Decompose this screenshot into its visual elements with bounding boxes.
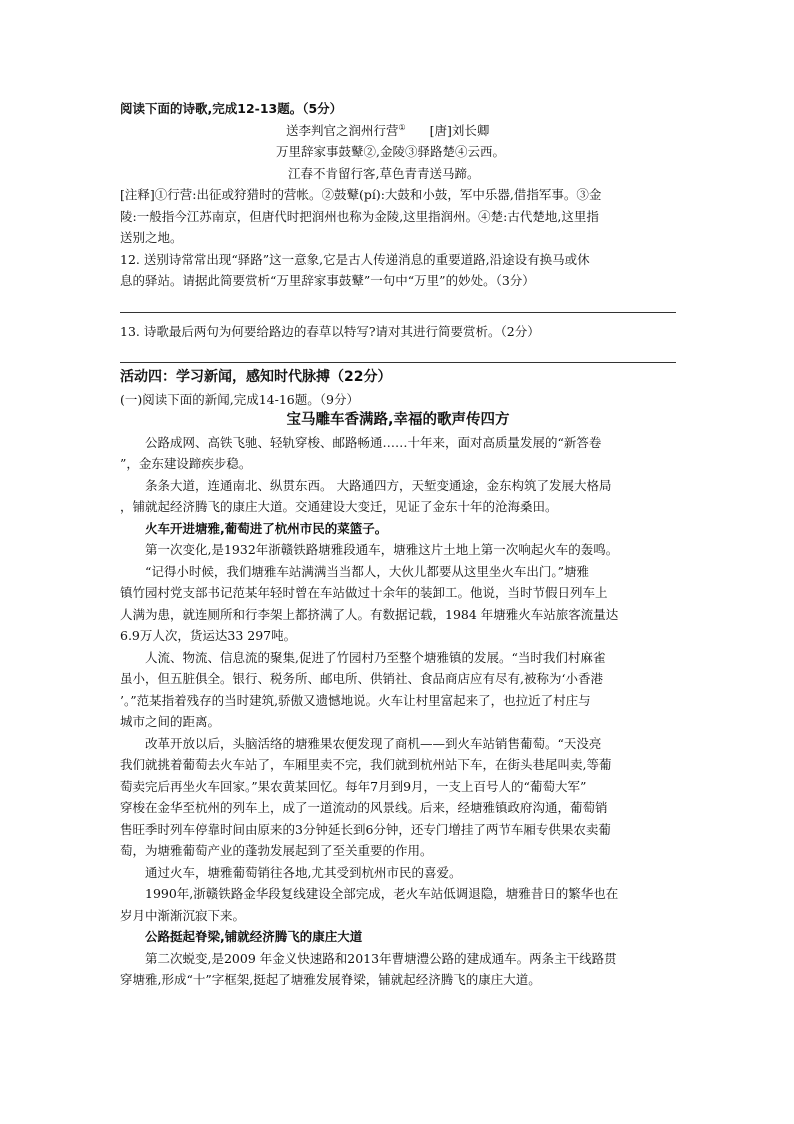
activity-heading: 活动四：学习新闻，感知时代脉搏（22分） xyxy=(120,369,392,385)
news-paragraph-line: 岁月中渐渐沉寂下来。 xyxy=(120,907,246,923)
news-paragraph-line: “记得小时候，我们塘雅车站满满当当都人，大伙儿都要从这里坐火车出门。”塘雅 xyxy=(145,563,590,579)
poem-line: 万里辞家事鼓鼙②,金陵③驿路楚④云西。 xyxy=(276,144,505,159)
news-paragraph-line: 城市之间的距离。 xyxy=(120,714,221,729)
news-paragraph-line: ’。”范某指着残存的当时建筑,骄傲又遗憾地说。火车让村里富起来了，也拉近了村庄与 xyxy=(120,692,591,708)
question-13: 13. 诗歌最后两句为何要给路边的春草以特写?请对其进行简要赏析。（2分） xyxy=(120,323,540,339)
news-subheading: 火车开进塘雅,葡萄进了杭州市民的菜篮子。 xyxy=(145,520,388,536)
news-paragraph-line: 镇竹园村党支部书记范某年轻时曾在车站做过十余年的装卸工。他说，当时节假日列车上 xyxy=(120,585,608,600)
poem-title: 送李判官之润州行营 xyxy=(286,122,399,138)
news-paragraph-line: 6.9万人次，货运达33 297吨。 xyxy=(120,628,297,643)
news-title: 宝马雕车香满路,幸福的歌声传四方 xyxy=(286,412,510,428)
poem-line: 江春不肯留行客,草色青青送马蹄。 xyxy=(288,165,480,181)
news-paragraph-line: 穿塘雅,形成“十”字框架,挺起了塘雅发展脊梁，铺就起经济腾飞的康庄大道。 xyxy=(120,972,541,987)
poem-instruction: 阅读下面的诗歌,完成12-13题。（5分） xyxy=(120,101,343,116)
news-paragraph-line: 人满为患，就连厕所和行李架上都挤满了人。有数据记载，1984 年塘雅火车站旅客流量达 xyxy=(120,606,619,622)
poem-author: [唐]刘长卿 xyxy=(429,122,490,138)
news-paragraph-line: 萄，为塘雅葡萄产业的蓬勃发展起到了至关重要的作用。 xyxy=(120,843,433,858)
news-paragraph-line: ”，金东建设蹄疾步稳。 xyxy=(120,456,252,471)
news-paragraph-line: 第一次变化,是1932年浙赣铁路塘雅段通车，塘雅这片土地上第一次响起火车的轰鸣。 xyxy=(145,542,619,557)
annotation-line: [注释]①行营:出征或狩猎时的营帐。②鼓鼙(pí):大鼓和小鼓，军中乐器,借指军事。③金 xyxy=(120,187,602,202)
news-paragraph-line: 人流、物流、信息流的聚集,促进了竹园村乃至整个塘雅镇的发展。“当时我们村麻雀 xyxy=(145,649,606,665)
news-paragraph-line: 我们就挑着葡萄去火车站了，车厢里卖不完，我们就到杭州站下车，在街头巷尾叫卖,等葡 xyxy=(120,757,612,772)
news-paragraph-line: ，铺就起经济腾飞的康庄大道。交通建设大变迁，见证了金东十年的沧海桑田。 xyxy=(120,499,558,514)
news-subheading: 公路挺起脊梁,铺就经济腾飞的康庄大道 xyxy=(145,929,363,944)
news-paragraph-line: 改革开放以后，头脑活络的塘雅果农便发现了商机——到火车站销售葡萄。“天没亮 xyxy=(145,735,602,751)
news-paragraph-line: 穿梭在金华至杭州的列车上，成了一道流动的风景线。后来，经塘雅镇政府沟通，葡萄销 xyxy=(120,800,608,815)
poem-title-line xyxy=(120,120,676,142)
annotation-line: 送别之地。 xyxy=(120,230,183,245)
question-12: 息的驿站。请据此简要赏析“万里辞家事鼓鼙”一句中“万里”的妙处。（3分） xyxy=(120,273,535,288)
news-paragraph-line: 条条大道，连通南北、纵贯东西。 大路通四方，天堑变通途，金东构筑了发展大格局 xyxy=(145,477,612,493)
news-paragraph-line: 第二次蜕变,是2009 年金义快速路和2013年曹塘澧公路的建成通车。两条主干线路贯 xyxy=(145,950,617,966)
poem-title-note: ① xyxy=(398,122,406,132)
news-paragraph-line: 虽小，但五脏俱全。银行、税务所、邮电所、供销社、食品商店应有尽有,被称为‘小香港 xyxy=(120,671,603,686)
news-paragraph-line: 公路成网、高铁飞驰、轻轨穿梭、邮路畅通……十年来，面对高质量发展的“新答卷 xyxy=(145,434,602,450)
document-page xyxy=(120,98,676,991)
news-paragraph-line: 售旺季时列车停靠时间由原来的3分钟延长到6分钟，还专门增挂了两节车厢专供果农卖葡 xyxy=(120,821,611,837)
news-paragraph-line: 萄卖完后再坐火车回家。”果农黄某回忆。每年7月到9月，一支上百号人的“葡萄大军” xyxy=(120,778,587,794)
sub-instruction: (一)阅读下面的新闻,完成14-16题。（9分） xyxy=(120,391,359,407)
question-12: 12. 送别诗常常出现“驿路”这一意象,它是古人传递消息的重要道路,沿途设有换马或休 xyxy=(120,251,590,267)
news-body xyxy=(120,432,676,991)
news-paragraph-line: 1990年,浙赣铁路金华段复线建设全部完成，老火车站低调退隐，塘雅昔日的繁华也在 xyxy=(145,886,619,901)
news-paragraph-line: 通过火车，塘雅葡萄销往各地,尤其受到杭州市民的喜爱。 xyxy=(145,864,462,880)
annotation-line: 陵:一般指今江苏南京，但唐代时把润州也称为金陵,这里指润州。④楚:古代楚地,这里指 xyxy=(120,208,599,224)
